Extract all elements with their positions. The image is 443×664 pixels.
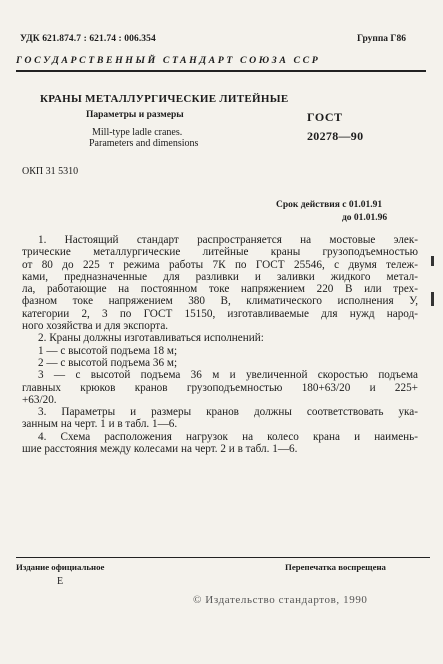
gost-label: ГОСТ	[307, 110, 343, 124]
udk-code: УДК 621.874.7 : 621.74 : 006.354	[20, 34, 156, 44]
body-line: ками, предназначенные для разливки и заливки жидкого метал-	[22, 270, 418, 283]
body-line: 3. Параметры и размеры кранов должны соответствовать ука-	[38, 406, 418, 419]
english-title-line-2: Parameters and dimensions	[89, 138, 199, 149]
english-title-line-1: Mill-type ladle cranes.	[92, 127, 183, 138]
edition-mark: Е	[57, 576, 64, 587]
group-code: Группа Г86	[357, 34, 406, 44]
document-title: КРАНЫ МЕТАЛЛУРГИЧЕСКИЕ ЛИТЕЙНЫЕ	[40, 93, 289, 105]
body-text	[22, 234, 418, 455]
margin-mark	[431, 256, 434, 266]
validity-end: до 01.01.96	[342, 213, 388, 223]
validity-start: Срок действия с 01.01.91	[276, 200, 383, 210]
body-line: +63/20.	[22, 393, 57, 406]
body-line: 1. Настоящий стандарт распространяется на мостовые элек-	[38, 234, 418, 246]
body-line: фазном токе напряжением 380 В, климатического исполнения У,	[22, 295, 418, 308]
body-line: шие расстояния между колесами на черт. 2 и в табл. 1—6.	[22, 443, 298, 456]
copyright-notice: © Издательство стандартов, 1990	[193, 594, 368, 606]
body-line: 4. Схема расположения нагрузок на колесо крана и наимень-	[38, 430, 418, 443]
gost-number: 20278—90	[307, 129, 364, 143]
footer-rule	[16, 557, 430, 558]
body-line: главных крюков кранов грузоподъемностью 180+63/20 и 225+	[22, 381, 418, 394]
body-line: ного хозяйства и для экспорта.	[22, 320, 169, 333]
english-title	[89, 127, 198, 149]
document-subtitle: Параметры и размеры	[86, 110, 184, 120]
standard-header: ГОСУДАРСТВЕННЫЙ СТАНДАРТ СОЮЗА ССР	[16, 55, 321, 66]
body-line: 3 — с высотой подъема 36 м и увеличенной скоростью подъема	[38, 369, 418, 382]
body-line: 2 — с высотой подъема 36 м;	[38, 356, 178, 369]
body-line: 2. Краны должны изготавливаться исполнений:	[38, 332, 264, 345]
body-line: 1 — с высотой подъема 18 м;	[38, 344, 178, 357]
body-line: категории 2, 3 по ГОСТ 15150, изготавливаемые для нужд народ-	[22, 307, 418, 320]
reprint-notice: Перепечатка воспрещена	[285, 562, 386, 572]
body-line: от 80 до 225 т режима работы 7К по ГОСТ 25546, с двумя тележ-	[22, 258, 418, 271]
margin-mark	[431, 292, 434, 306]
header-rule	[16, 70, 426, 72]
body-line: ла, работающие на постоянном токе напряжением 220 В или трех-	[22, 283, 418, 296]
body-line: трические металлургические литейные краны грузоподъемностью	[22, 246, 418, 259]
official-edition-label: Издание официальное	[16, 562, 105, 572]
body-line: занным на черт. 1 и в табл. 1—6.	[22, 418, 178, 431]
okp-code: ОКП 31 5310	[22, 166, 79, 177]
